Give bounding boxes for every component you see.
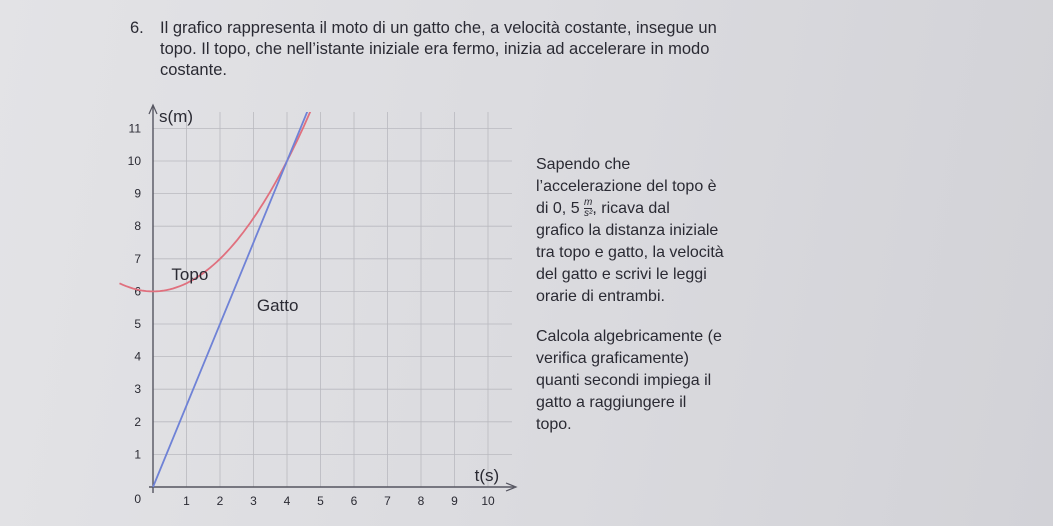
instr-line: grafico la distanza iniziale <box>536 222 719 239</box>
instr-line: topo. <box>536 416 572 433</box>
instr-suffix: , ricava dal <box>592 200 670 217</box>
x-tick-label: 1 <box>183 494 190 508</box>
instr-line: orarie di entrambi. <box>536 288 665 305</box>
series-label-topo: Topo <box>171 264 209 284</box>
y-tick-label: 1 <box>134 447 141 462</box>
y-tick-label: 4 <box>134 349 141 364</box>
x-tick-label: 2 <box>216 494 224 508</box>
problem-line-3: costante. <box>160 61 227 79</box>
problem-number: 6. <box>130 19 144 37</box>
y-tick-label: 7 <box>134 251 141 266</box>
y-tick-label: 9 <box>134 186 141 201</box>
y-axis-label: s(m) <box>159 107 193 126</box>
unit-numerator: m <box>584 197 593 209</box>
instr-line: verifica graficamente) <box>536 350 689 367</box>
problem-line-2: topo. Il topo, che nell’istante iniziale era fermo, inizia ad accelerare in modo <box>160 40 710 58</box>
instr-line: gatto a raggiungere il <box>536 394 687 411</box>
x-tick-label: 9 <box>451 494 458 508</box>
series-label-gatto: Gatto <box>256 295 299 315</box>
x-tick-label: 10 <box>481 494 495 508</box>
instr-line: quanti secondi impiega il <box>536 372 712 389</box>
x-tick-label: 7 <box>384 494 391 508</box>
instr-prefix: di 0, 5 <box>536 200 580 217</box>
y-tick-label: 5 <box>134 317 141 331</box>
instr-line: del gatto e scrivi le leggi <box>536 266 707 283</box>
instr-line: tra topo e gatto, la velocità <box>536 244 724 261</box>
instr-line: Sapendo che <box>536 156 631 173</box>
x-tick-label: 4 <box>283 494 291 508</box>
y-tick-label: 2 <box>134 414 141 429</box>
y-tick-label: 10 <box>127 154 141 168</box>
x-tick-label: 5 <box>317 494 324 508</box>
x-tick-label: 8 <box>417 494 425 508</box>
topo-curve <box>120 71 328 291</box>
instr-line: Calcola algebricamente (e <box>536 328 722 345</box>
exercise-instructions <box>536 154 776 436</box>
instr-line-acceleration <box>536 198 776 220</box>
unit-denominator: s² <box>584 208 593 220</box>
x-tick-label: 3 <box>250 494 257 508</box>
x-axis-label: t(s) <box>474 466 500 485</box>
y-tick-label: 11 <box>128 121 141 136</box>
problem-line-1: Il grafico rappresenta il moto di un gatto che, a velocità costante, insegue un <box>160 19 717 37</box>
y-tick-label: 6 <box>134 284 141 299</box>
x-tick-label: 6 <box>350 494 358 508</box>
origin-label: 0 <box>134 492 141 506</box>
y-tick-label: 3 <box>134 382 141 397</box>
y-tick-label: 8 <box>134 219 141 234</box>
instr-line: l’accelerazione del topo è <box>536 178 717 195</box>
